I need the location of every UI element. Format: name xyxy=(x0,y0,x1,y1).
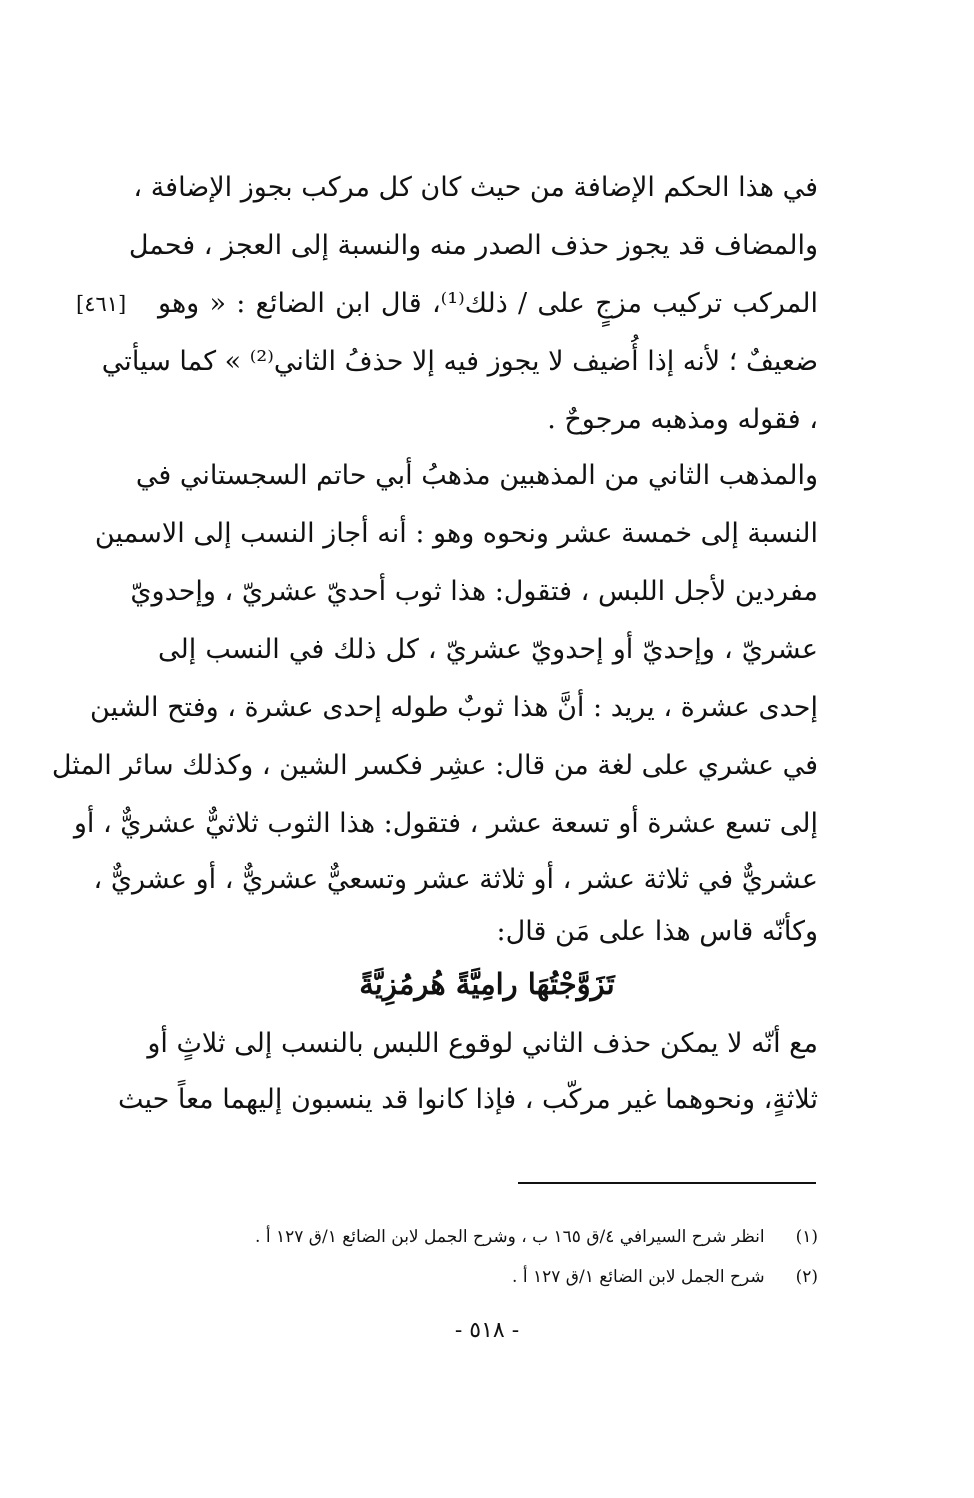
page-number: - ٥١٨ - xyxy=(454,1318,520,1343)
text-line: المركب تركيب مزجٍ على / ذلك⁽¹⁾، قال ابن الضائع : « وهو xyxy=(158,288,818,319)
footnote-number: (٢) xyxy=(795,1267,818,1287)
text-line: إلى تسع عشرة أو تسعة عشر ، فتقول: هذا الثوب ثلاثيٌّ عشريٌّ ، أو xyxy=(73,808,818,839)
footnote xyxy=(512,1264,818,1290)
text-line: ، فقوله ومذهبه مرجوحٌ . xyxy=(547,404,818,435)
margin-manuscript-ref: [٤٦١] xyxy=(76,292,127,316)
footnote-text: انظر شرح السيرافي ٤/ق ١٦٥ ب ، وشرح الجمل لابن الضائع ١/ق ١٢٧ أ . xyxy=(255,1227,765,1247)
text-line: عشريٌّ في ثلاثة عشر ، أو ثلاثة عشر وتسعيٌّ عشريٌّ ، أو عشريٌّ ، xyxy=(93,864,818,895)
text-line: النسبة إلى خمسة عشر ونحوه وهو : أنه أجاز النسب إلى الاسمين xyxy=(94,518,818,549)
text-line: عشريّ ، وإحديّ أو إحدويّ عشريّ ، كل ذلك في النسب إلى xyxy=(158,634,818,665)
text-line: والمذهب الثاني من المذهبين مذهبُ أبي حاتم السجستاني في xyxy=(135,460,818,491)
footnote xyxy=(255,1224,818,1250)
text-line: ضعيفٌ ؛ لأنه إذا أُضيف لا يجوز فيه إلا حذفُ الثاني⁽²⁾ » كما سيأتي xyxy=(101,346,818,377)
text-line: مع أنّه لا يمكن حذف الثاني لوقوع اللبس بالنسب إلى ثلاثٍ أو xyxy=(147,1028,818,1059)
poetry-verse: تَزَوَّجْتُهَا رامِيَّةً هُرمُزِيَّةً xyxy=(359,967,615,1001)
footnote-text: شرح الجمل لابن الضائع ١/ق ١٢٧ أ . xyxy=(512,1267,765,1287)
text-line: مفردين لأجل اللبس ، فتقول: هذا ثوب أحديّ عشريّ ، وإحدويّ xyxy=(130,576,818,607)
text-line: في هذا الحكم الإضافة من حيث كان كل مركب بجوز الإضافة ، xyxy=(133,172,818,203)
text-line: والمضاف قد يجوز حذف الصدر منه والنسبة إلى العجز ، فحمل xyxy=(128,230,818,261)
text-line: إحدى عشرة ، يريد : أنَّ هذا ثوبٌ طوله إحدى عشرة ، وفتح الشين xyxy=(90,692,818,723)
footnote-separator xyxy=(518,1182,816,1184)
text-line: وكأنّه قاس هذا على مَن قال: xyxy=(496,916,818,947)
text-line: في عشري على لغة من قال: عشِر فكسر الشين ، وكذلك سائر المثل xyxy=(51,750,818,781)
footnote-number: (١) xyxy=(795,1227,818,1247)
text-line: ثلاثةٍ، ونحوهما غير مركّب ، فإذا كانوا قد ينسبون إليهما معاً حيث xyxy=(117,1084,818,1115)
